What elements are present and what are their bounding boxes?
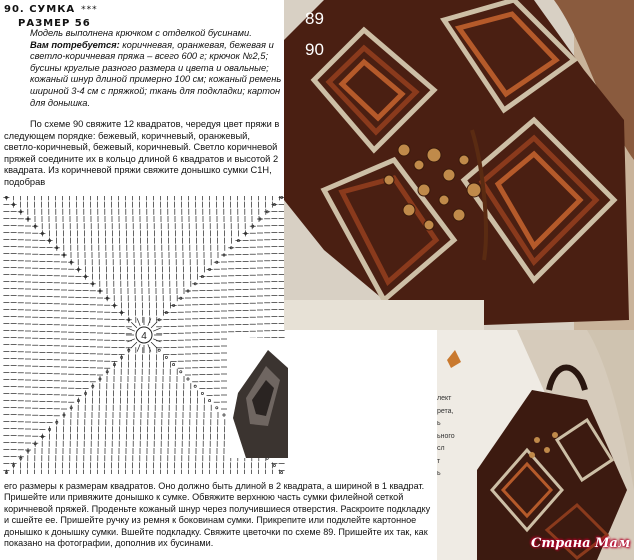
- bag-photo-model: [437, 330, 634, 560]
- photo-label-89: 89: [305, 9, 324, 28]
- chart-stitch: [127, 339, 134, 342]
- chart-stitch: [131, 342, 137, 348]
- continued-instructions: его размеры к размерам квадратов. Оно должно быть длиной в 2 квадрата, а шириной в 1 квадрат. Пришейте или привяжите донышко к сумке. Обвяжите верхнюю часть сумки филейной сеткой коричневой пряжей. Проденьте кожаный шнур через получившиеся отверстия. Раскроите подкладку и сшейте ее. Пришейте ручку из ремня к боковинам сумки. Прикрепите или подклейте картонное донышко к донышку сумки. Вшейте подкладку. Свяжите цветочки по схеме 89. Пришейте их так, как показано на фотографии, дополнив их бусинами.: [4, 481, 431, 549]
- chart-stitch: [209, 400, 211, 402]
- photo-label-90: 90: [305, 40, 324, 59]
- difficulty-stars: ***: [81, 5, 98, 15]
- materials-text: коричневая, оранжевая, бежевая и светло-коричневая пряжа – всего 600 г; крючок №2,5; бусины круглые разного размера и цвета и овальные; кожаный шнур длиной примерно 100 см; кожаный ремень шириной 3-4 см с пряжкой; ткань для подкладки; картон для донышка.: [30, 39, 282, 108]
- chart-stitch: [223, 414, 225, 416]
- chart-center-label: 4: [141, 331, 147, 342]
- pattern-header: [4, 3, 98, 30]
- side-text-line: т: [437, 457, 441, 465]
- chart-stitch: [151, 342, 157, 348]
- bag-photo-main: [284, 0, 634, 330]
- chart-stitch: [273, 464, 275, 466]
- pattern-title: 90. СУМКА: [4, 4, 76, 15]
- chart-stitch: [153, 339, 160, 342]
- side-text-line: сл: [437, 445, 445, 452]
- chart-stitch: [158, 349, 160, 351]
- chart-stitch: [187, 378, 189, 380]
- materials-label: Вам потребуется:: [30, 39, 120, 50]
- watermark: Страна Мам: [531, 536, 631, 551]
- chart-stitch: [151, 322, 157, 328]
- chart-stitch: [180, 371, 182, 373]
- chart-stitch: [137, 318, 140, 325]
- photo-side-text: [437, 393, 455, 481]
- chart-stitch: [127, 328, 134, 331]
- size-line: РАЗМЕР 56: [18, 18, 91, 29]
- chart-stitch: [216, 407, 218, 409]
- side-text-line: лект: [437, 395, 452, 402]
- chart-stitch: [131, 322, 137, 328]
- chart-stitch: [137, 344, 140, 351]
- intro-line: Модель выполнена крючком с отделкой бусинами.: [30, 28, 252, 38]
- chart-stitch: [173, 364, 175, 366]
- chart-stitch: [194, 385, 196, 387]
- chart-stitch: [201, 392, 203, 394]
- chart-stitch: [281, 472, 283, 474]
- chart-stitch: [165, 356, 167, 358]
- chart-stitch: [153, 328, 160, 331]
- instructions-paragraph: По схеме 90 свяжите 12 квадратов, чередуя цвет пряжи в следующем порядке: бежевый, коричневый, оранжевый, светло-коричневый, бежевый, коричневый. Светло коричневой пряжей соедините их в кольцо длиной 6 квадратов и высотой 2 квадрата. Из коричневой пряжи свяжите донышко сумки С1Н, подобрав: [4, 119, 280, 187]
- side-text-line: ьного: [437, 432, 455, 440]
- chart-stitch: [148, 318, 151, 325]
- chart-stitch: [148, 344, 151, 351]
- intro-paragraph: [30, 28, 282, 109]
- side-text-line: ь: [437, 420, 441, 427]
- side-text-line: ь: [437, 470, 441, 477]
- side-text-line: рета,: [437, 407, 454, 415]
- inset-photo: [228, 338, 288, 458]
